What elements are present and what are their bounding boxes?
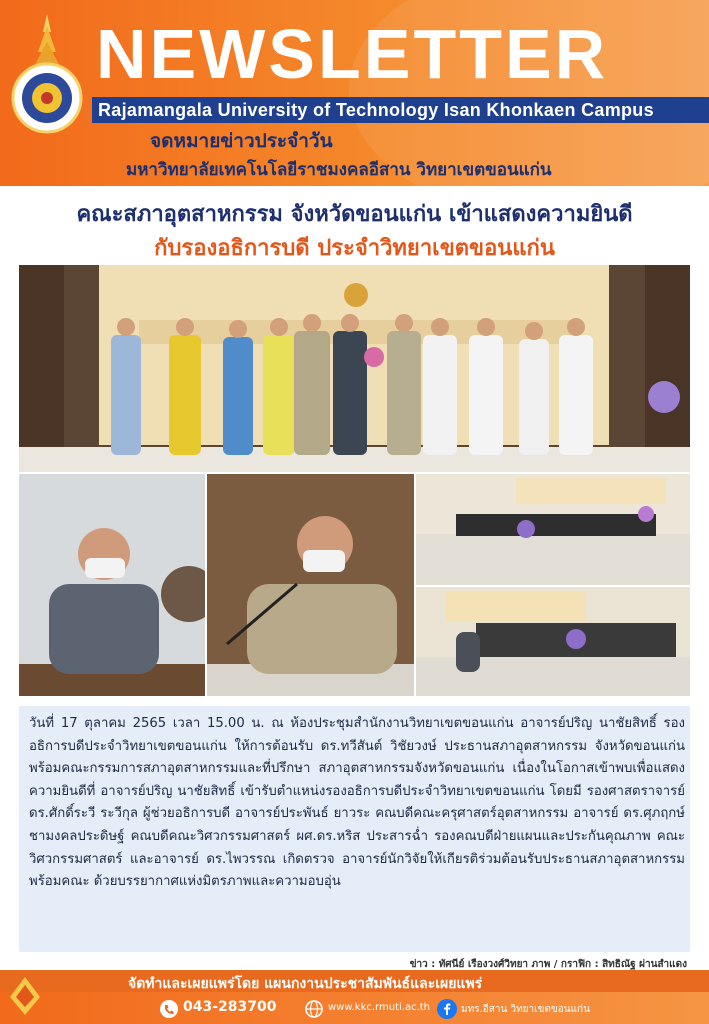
photo-meeting-room-1 [416,474,690,585]
footer-phone[interactable]: 043-283700 [183,999,277,1015]
footer-logo [8,975,42,1017]
subtitle-daily-newsletter: จดหมายข่าวประจำวัน [150,130,333,152]
photo-meeting-room-2 [416,587,690,696]
university-logo [8,12,86,136]
footer-website[interactable]: www.kkc.rmuti.ac.th [328,1002,431,1013]
headline-line-1: คณะสภาอุตสาหกรรม จังหวัดขอนแก่น เข้าแสดงความยินดี [76,202,633,227]
phone-icon [160,1000,178,1018]
globe-icon [305,1000,323,1018]
credit-line: ข่าว : ทัศนีย์ เรืองวงศ์วิทยา ภาพ / กราฟิก : สิทธิณัฐ ผ่านสำแดง [409,959,687,970]
article-body: วันที่ 17 ตุลาคม 2565 เวลา 15.00 น. ณ ห้องประชุมสำนักงานวิทยาเขตขอนแก่น อาจารย์ปริญ นาชัยสิทธิ์ รองอธิการบดีประจำวิทยาเขตขอนแก่น ให้การต้อนรับ ดร.ทวีสันต์ วิชัยวงษ์ ประธานสภาอุตสาหกรรม จังหวัดขอนแก่น พร้อมคณะกรรมการสภาอุตสาหกรรมและที่ปรึกษา สภาอุตสาหกรรมจังหวัดขอนแก่น เนื่องในโอกาสเข้าพบเพื่อแสดงความยินดีที่ อาจารย์ปริญ นาชัยสิทธิ์ เข้ารับตำแหน่งรองอธิการบดีประจำวิทยาเขตขอนแก่น โดยมี รองศาสตราจารย์ ดร.ศักดิ์ระวี ระวีกุล ผู้ช่วยอธิการบดี อาจารย์ประพันธ์ ยาวระ คณบดีคณะครุศาสตร์อุตสาหกรรม อาจารย์ ดร.ศุภฤกษ์ ชามงคลประดิษฐ์ คณบดีคณะวิศวกรรมศาสตร์ ผศ.ดร.หริส ประสารฉ่ำ รองคณบดีฝ่ายแผนและประกันคุณภาพ คณะวิศวกรรมศาสตร์ และอาจารย์ ดร.ไพวรรณ เกิดตรวจ อาจารย์นักวิจัยให้เกียรติร่วมต้อนรับประธานสภาอุตสาหกรรมพร้อมคณะ ด้วยบรรยากาศแห่งมิตรภาพและความอบอุ่น [29,716,685,890]
photo-vice-president [19,474,205,696]
subtitle-university-th: มหาวิทยาลัยเทคโนโลยีราชมงคลอีสาน วิทยาเขตขอนแก่น [126,160,552,180]
photo-group [19,265,690,472]
university-name-en: Rajamangala University of Technology Isan Khonkaen Campus [98,100,654,120]
footer-publisher-label: จัดทำและเผยแพร่โดย แผนกงานประชาสัมพันธ์และเผยแพร่ [128,976,483,992]
facebook-icon [437,999,457,1019]
headline-line-2: กับรองอธิการบดี ประจำวิทยาเขตขอนแก่น [154,236,555,261]
photo-industry-chairman [207,474,414,696]
footer-facebook[interactable]: มทร.อีสาน วิทยาเขตขอนแก่น [461,1004,590,1015]
newsletter-title: NEWSLETTER [96,15,609,93]
